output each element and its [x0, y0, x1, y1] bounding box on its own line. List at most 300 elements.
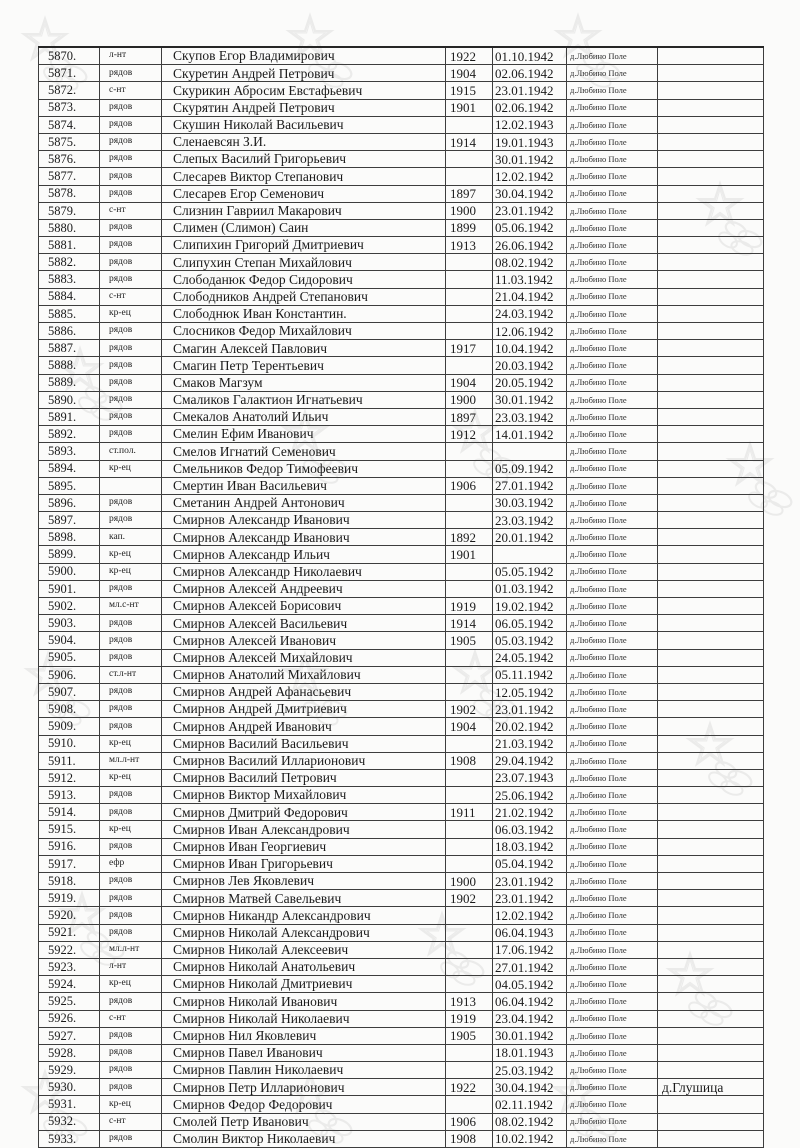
burial-place-cell: д.Любино Поле: [567, 494, 658, 511]
note-cell: [658, 460, 764, 477]
burial-place-cell: д.Любино Поле: [567, 769, 658, 786]
birth-year-cell: [446, 855, 493, 872]
full-name-cell: Скупов Егор Владимирович: [162, 47, 446, 65]
row-number-cell: 5894.: [39, 460, 100, 477]
birth-year-cell: [446, 1096, 493, 1113]
death-date-cell: 23.01.1942: [493, 82, 567, 99]
full-name-cell: Скурятин Андрей Петрович: [162, 99, 446, 116]
table-row: [39, 202, 764, 219]
row-number-cell: 5889.: [39, 374, 100, 391]
burial-place-cell: д.Любино Поле: [567, 890, 658, 907]
note-cell: [658, 615, 764, 632]
row-number-cell: 5922.: [39, 941, 100, 958]
birth-year-cell: 1904: [446, 374, 493, 391]
table-row: [39, 838, 764, 855]
row-number-cell: 5920.: [39, 907, 100, 924]
row-number-cell: 5914.: [39, 804, 100, 821]
birth-year-cell: [446, 116, 493, 133]
full-name-cell: Смирнов Алексей Андреевич: [162, 580, 446, 597]
death-date-cell: 12.02.1943: [493, 116, 567, 133]
row-number-cell: 5905.: [39, 649, 100, 666]
table-row: [39, 804, 764, 821]
table-row: [39, 529, 764, 546]
table-row: [39, 65, 764, 82]
row-number-cell: 5923.: [39, 958, 100, 975]
death-date-cell: 20.03.1942: [493, 357, 567, 374]
birth-year-cell: 1905: [446, 632, 493, 649]
full-name-cell: Слипухин Степан Михайлович: [162, 254, 446, 271]
row-number-cell: 5874.: [39, 116, 100, 133]
row-number-cell: 5872.: [39, 82, 100, 99]
burial-place-cell: д.Любино Поле: [567, 65, 658, 82]
rank-cell: кр-ец: [100, 976, 162, 993]
birth-year-cell: 1922: [446, 47, 493, 65]
table-row: [39, 976, 764, 993]
row-number-cell: 5888.: [39, 357, 100, 374]
death-date-cell: 23.01.1942: [493, 873, 567, 890]
note-cell: [658, 580, 764, 597]
full-name-cell: Смирнов Андрей Иванович: [162, 718, 446, 735]
rank-cell: с-нт: [100, 82, 162, 99]
note-cell: [658, 340, 764, 357]
table-row: [39, 116, 764, 133]
table-row: [39, 821, 764, 838]
rank-cell: рядов: [100, 1044, 162, 1061]
table-row: [39, 460, 764, 477]
birth-year-cell: [446, 151, 493, 168]
note-cell: [658, 735, 764, 752]
birth-year-cell: 1906: [446, 1113, 493, 1130]
row-number-cell: 5886.: [39, 323, 100, 340]
death-date-cell: 04.05.1942: [493, 976, 567, 993]
full-name-cell: Смирнов Александр Ильич: [162, 546, 446, 563]
birth-year-cell: [446, 821, 493, 838]
row-number-cell: 5907.: [39, 683, 100, 700]
table-row: [39, 683, 764, 700]
death-date-cell: [493, 546, 567, 563]
row-number-cell: 5917.: [39, 855, 100, 872]
burial-place-cell: д.Любино Поле: [567, 958, 658, 975]
rank-cell: ст.л-нт: [100, 666, 162, 683]
table-row: [39, 443, 764, 460]
row-number-cell: 5910.: [39, 735, 100, 752]
rank-cell: рядов: [100, 907, 162, 924]
rank-cell: рядов: [100, 323, 162, 340]
note-cell: [658, 323, 764, 340]
birth-year-cell: [446, 323, 493, 340]
birth-year-cell: [446, 168, 493, 185]
full-name-cell: Смирнов Николай Александрович: [162, 924, 446, 941]
burial-place-cell: д.Любино Поле: [567, 666, 658, 683]
full-name-cell: Смирнов Николай Анатольевич: [162, 958, 446, 975]
table-row: [39, 563, 764, 580]
birth-year-cell: 1897: [446, 408, 493, 425]
full-name-cell: Смолей Петр Иванович: [162, 1113, 446, 1130]
rank-cell: рядов: [100, 494, 162, 511]
death-date-cell: 08.02.1942: [493, 254, 567, 271]
birth-year-cell: [446, 924, 493, 941]
full-name-cell: Смирнов Алексей Борисович: [162, 598, 446, 615]
birth-year-cell: 1922: [446, 1079, 493, 1096]
birth-year-cell: 1901: [446, 546, 493, 563]
birth-year-cell: [446, 271, 493, 288]
burial-place-cell: д.Любино Поле: [567, 598, 658, 615]
burial-place-cell: д.Любино Поле: [567, 632, 658, 649]
burial-place-cell: д.Любино Поле: [567, 649, 658, 666]
death-date-cell: 23.04.1942: [493, 1010, 567, 1027]
table-row: [39, 890, 764, 907]
burial-place-cell: д.Любино Поле: [567, 254, 658, 271]
row-number-cell: 5892.: [39, 426, 100, 443]
note-cell: [658, 185, 764, 202]
table-body: [39, 47, 764, 1148]
rank-cell: рядов: [100, 391, 162, 408]
death-date-cell: 26.06.1942: [493, 237, 567, 254]
full-name-cell: Смекалов Анатолий Ильич: [162, 408, 446, 425]
death-date-cell: 24.05.1942: [493, 649, 567, 666]
row-number-cell: 5902.: [39, 598, 100, 615]
table-row: [39, 1062, 764, 1079]
death-date-cell: 30.01.1942: [493, 1027, 567, 1044]
table-row: [39, 1044, 764, 1061]
note-cell: [658, 408, 764, 425]
burial-place-cell: д.Любино Поле: [567, 133, 658, 150]
death-date-cell: 19.02.1942: [493, 598, 567, 615]
note-cell: [658, 477, 764, 494]
death-date-cell: 30.01.1942: [493, 151, 567, 168]
burial-place-cell: д.Любино Поле: [567, 305, 658, 322]
burial-place-cell: д.Любино Поле: [567, 219, 658, 236]
rank-cell: рядов: [100, 1027, 162, 1044]
full-name-cell: Смирнов Александр Николаевич: [162, 563, 446, 580]
full-name-cell: Смирнов Иван Григорьевич: [162, 855, 446, 872]
full-name-cell: Смирнов Матвей Савельевич: [162, 890, 446, 907]
birth-year-cell: 1900: [446, 391, 493, 408]
row-number-cell: 5906.: [39, 666, 100, 683]
note-cell: [658, 563, 764, 580]
birth-year-cell: [446, 838, 493, 855]
death-date-cell: 02.06.1942: [493, 65, 567, 82]
full-name-cell: Скуретин Андрей Петрович: [162, 65, 446, 82]
full-name-cell: Слимен (Слимон) Саин: [162, 219, 446, 236]
rank-cell: [100, 477, 162, 494]
rank-cell: рядов: [100, 357, 162, 374]
birth-year-cell: 1919: [446, 1010, 493, 1027]
full-name-cell: Смирнов Петр Илларионович: [162, 1079, 446, 1096]
death-date-cell: 18.01.1943: [493, 1044, 567, 1061]
birth-year-cell: [446, 683, 493, 700]
table-row: [39, 151, 764, 168]
birth-year-cell: 1904: [446, 718, 493, 735]
burial-place-cell: д.Любино Поле: [567, 701, 658, 718]
full-name-cell: Смирнов Андрей Дмитриевич: [162, 701, 446, 718]
death-date-cell: 17.06.1942: [493, 941, 567, 958]
rank-cell: рядов: [100, 116, 162, 133]
birth-year-cell: 1908: [446, 1130, 493, 1147]
table-row: [39, 958, 764, 975]
table-row: [39, 735, 764, 752]
rank-cell: с-нт: [100, 1113, 162, 1130]
table-row: [39, 408, 764, 425]
birth-year-cell: [446, 443, 493, 460]
table-row: [39, 1113, 764, 1130]
row-number-cell: 5884.: [39, 288, 100, 305]
death-date-cell: 05.05.1942: [493, 563, 567, 580]
full-name-cell: Смирнов Василий Петрович: [162, 769, 446, 786]
row-number-cell: 5919.: [39, 890, 100, 907]
table-row: [39, 99, 764, 116]
row-number-cell: 5880.: [39, 219, 100, 236]
birth-year-cell: 1908: [446, 752, 493, 769]
memorial-list-table: [38, 46, 764, 1148]
full-name-cell: Смирнов Василий Илларионович: [162, 752, 446, 769]
note-cell: [658, 598, 764, 615]
death-date-cell: 01.03.1942: [493, 580, 567, 597]
row-number-cell: 5904.: [39, 632, 100, 649]
row-number-cell: 5887.: [39, 340, 100, 357]
table-row: [39, 1079, 764, 1096]
note-cell: [658, 1113, 764, 1130]
rank-cell: рядов: [100, 133, 162, 150]
death-date-cell: 23.03.1942: [493, 408, 567, 425]
birth-year-cell: 1914: [446, 133, 493, 150]
death-date-cell: 30.01.1942: [493, 391, 567, 408]
burial-place-cell: д.Любино Поле: [567, 529, 658, 546]
rank-cell: рядов: [100, 1062, 162, 1079]
table-row: [39, 632, 764, 649]
death-date-cell: 05.09.1942: [493, 460, 567, 477]
birth-year-cell: [446, 787, 493, 804]
table-row: [39, 649, 764, 666]
burial-place-cell: д.Любино Поле: [567, 47, 658, 65]
row-number-cell: 5878.: [39, 185, 100, 202]
burial-place-cell: д.Любино Поле: [567, 838, 658, 855]
row-number-cell: 5896.: [39, 494, 100, 511]
rank-cell: кр-ец: [100, 563, 162, 580]
rank-cell: рядов: [100, 185, 162, 202]
burial-place-cell: д.Любино Поле: [567, 976, 658, 993]
rank-cell: рядов: [100, 632, 162, 649]
full-name-cell: Смельников Федор Тимофеевич: [162, 460, 446, 477]
death-date-cell: 25.03.1942: [493, 1062, 567, 1079]
full-name-cell: Смирнов Иван Георгиевич: [162, 838, 446, 855]
death-date-cell: 23.03.1942: [493, 512, 567, 529]
full-name-cell: Смаликов Галактион Игнатьевич: [162, 391, 446, 408]
table-row: [39, 357, 764, 374]
burial-place-cell: д.Любино Поле: [567, 924, 658, 941]
note-cell: [658, 546, 764, 563]
table-row: [39, 855, 764, 872]
note-cell: [658, 82, 764, 99]
birth-year-cell: [446, 494, 493, 511]
row-number-cell: 5891.: [39, 408, 100, 425]
birth-year-cell: [446, 958, 493, 975]
rank-cell: рядов: [100, 804, 162, 821]
burial-place-cell: д.Любино Поле: [567, 374, 658, 391]
note-cell: [658, 133, 764, 150]
rank-cell: рядов: [100, 271, 162, 288]
burial-place-cell: д.Любино Поле: [567, 82, 658, 99]
full-name-cell: Сметанин Андрей Антонович: [162, 494, 446, 511]
table-row: [39, 580, 764, 597]
burial-place-cell: д.Любино Поле: [567, 340, 658, 357]
row-number-cell: 5929.: [39, 1062, 100, 1079]
birth-year-cell: [446, 1044, 493, 1061]
rank-cell: рядов: [100, 374, 162, 391]
death-date-cell: [493, 443, 567, 460]
birth-year-cell: 1897: [446, 185, 493, 202]
rank-cell: рядов: [100, 151, 162, 168]
death-date-cell: 02.11.1942: [493, 1096, 567, 1113]
row-number-cell: 5903.: [39, 615, 100, 632]
note-cell: [658, 718, 764, 735]
burial-place-cell: д.Любино Поле: [567, 580, 658, 597]
row-number-cell: 5921.: [39, 924, 100, 941]
burial-place-cell: д.Любино Поле: [567, 873, 658, 890]
note-cell: [658, 632, 764, 649]
death-date-cell: 06.04.1943: [493, 924, 567, 941]
full-name-cell: Слободнюк Иван Константин.: [162, 305, 446, 322]
note-cell: [658, 924, 764, 941]
death-date-cell: 25.06.1942: [493, 787, 567, 804]
full-name-cell: Скурикин Абросим Евстафьевич: [162, 82, 446, 99]
birth-year-cell: 1901: [446, 99, 493, 116]
full-name-cell: Смирнов Лев Яковлевич: [162, 873, 446, 890]
rank-cell: кр-ец: [100, 735, 162, 752]
table-row: [39, 787, 764, 804]
table-row: [39, 666, 764, 683]
rank-cell: рядов: [100, 787, 162, 804]
row-number-cell: 5871.: [39, 65, 100, 82]
full-name-cell: Слободанюк Федор Сидорович: [162, 271, 446, 288]
note-cell: [658, 116, 764, 133]
full-name-cell: Слободников Андрей Степанович: [162, 288, 446, 305]
row-number-cell: 5918.: [39, 873, 100, 890]
row-number-cell: 5882.: [39, 254, 100, 271]
rank-cell: мл.л-нт: [100, 752, 162, 769]
full-name-cell: Смолин Виктор Николаевич: [162, 1130, 446, 1147]
row-number-cell: 5924.: [39, 976, 100, 993]
birth-year-cell: 1911: [446, 804, 493, 821]
row-number-cell: 5900.: [39, 563, 100, 580]
birth-year-cell: 1899: [446, 219, 493, 236]
full-name-cell: Смирнов Дмитрий Федорович: [162, 804, 446, 821]
rank-cell: рядов: [100, 237, 162, 254]
death-date-cell: 30.04.1942: [493, 185, 567, 202]
rank-cell: кап.: [100, 529, 162, 546]
rank-cell: мл.л-нт: [100, 941, 162, 958]
birth-year-cell: 1902: [446, 701, 493, 718]
row-number-cell: 5913.: [39, 787, 100, 804]
rank-cell: кр-ец: [100, 769, 162, 786]
row-number-cell: 5898.: [39, 529, 100, 546]
birth-year-cell: [446, 907, 493, 924]
full-name-cell: Смелин Ефим Иванович: [162, 426, 446, 443]
rank-cell: рядов: [100, 1130, 162, 1147]
table-row: [39, 701, 764, 718]
table-row: [39, 924, 764, 941]
burial-place-cell: д.Любино Поле: [567, 563, 658, 580]
row-number-cell: 5897.: [39, 512, 100, 529]
table-row: [39, 615, 764, 632]
row-number-cell: 5926.: [39, 1010, 100, 1027]
burial-place-cell: д.Любино Поле: [567, 116, 658, 133]
full-name-cell: Скушин Николай Васильевич: [162, 116, 446, 133]
note-cell: [658, 752, 764, 769]
table-row: [39, 752, 764, 769]
note-cell: [658, 1096, 764, 1113]
rank-cell: рядов: [100, 924, 162, 941]
birth-year-cell: [446, 357, 493, 374]
rank-cell: рядов: [100, 873, 162, 890]
row-number-cell: 5925.: [39, 993, 100, 1010]
birth-year-cell: 1892: [446, 529, 493, 546]
note-cell: д.Глушица: [658, 1079, 764, 1096]
birth-year-cell: [446, 288, 493, 305]
table-row: [39, 907, 764, 924]
table-row: [39, 546, 764, 563]
death-date-cell: 06.05.1942: [493, 615, 567, 632]
row-number-cell: 5932.: [39, 1113, 100, 1130]
death-date-cell: 21.03.1942: [493, 735, 567, 752]
rank-cell: рядов: [100, 426, 162, 443]
note-cell: [658, 976, 764, 993]
note-cell: [658, 838, 764, 855]
table-row: [39, 47, 764, 65]
burial-place-cell: д.Любино Поле: [567, 941, 658, 958]
row-number-cell: 5893.: [39, 443, 100, 460]
full-name-cell: Слизнин Гавриил Макарович: [162, 202, 446, 219]
rank-cell: рядов: [100, 99, 162, 116]
row-number-cell: 5885.: [39, 305, 100, 322]
death-date-cell: 20.01.1942: [493, 529, 567, 546]
death-date-cell: 05.06.1942: [493, 219, 567, 236]
rank-cell: ст.пол.: [100, 443, 162, 460]
death-date-cell: 23.01.1942: [493, 202, 567, 219]
death-date-cell: 10.02.1942: [493, 1130, 567, 1147]
death-date-cell: 20.02.1942: [493, 718, 567, 735]
note-cell: [658, 1062, 764, 1079]
burial-place-cell: д.Любино Поле: [567, 99, 658, 116]
full-name-cell: Смирнов Павел Иванович: [162, 1044, 446, 1061]
birth-year-cell: [446, 460, 493, 477]
death-date-cell: 12.02.1942: [493, 168, 567, 185]
death-date-cell: 14.01.1942: [493, 426, 567, 443]
burial-place-cell: д.Любино Поле: [567, 1062, 658, 1079]
birth-year-cell: 1906: [446, 477, 493, 494]
burial-place-cell: д.Любино Поле: [567, 821, 658, 838]
table-row: [39, 769, 764, 786]
burial-place-cell: д.Любино Поле: [567, 185, 658, 202]
burial-place-cell: д.Любино Поле: [567, 460, 658, 477]
burial-place-cell: д.Любино Поле: [567, 855, 658, 872]
birth-year-cell: [446, 666, 493, 683]
full-name-cell: Смирнов Федор Федорович: [162, 1096, 446, 1113]
note-cell: [658, 47, 764, 65]
rank-cell: рядов: [100, 168, 162, 185]
note-cell: [658, 907, 764, 924]
full-name-cell: Сленаевсян З.И.: [162, 133, 446, 150]
birth-year-cell: 1913: [446, 993, 493, 1010]
rank-cell: рядов: [100, 219, 162, 236]
row-number-cell: 5890.: [39, 391, 100, 408]
full-name-cell: Смирнов Николай Иванович: [162, 993, 446, 1010]
full-name-cell: Смирнов Алексей Михайлович: [162, 649, 446, 666]
death-date-cell: 19.01.1943: [493, 133, 567, 150]
row-number-cell: 5873.: [39, 99, 100, 116]
full-name-cell: Смаков Магзум: [162, 374, 446, 391]
death-date-cell: 18.03.1942: [493, 838, 567, 855]
